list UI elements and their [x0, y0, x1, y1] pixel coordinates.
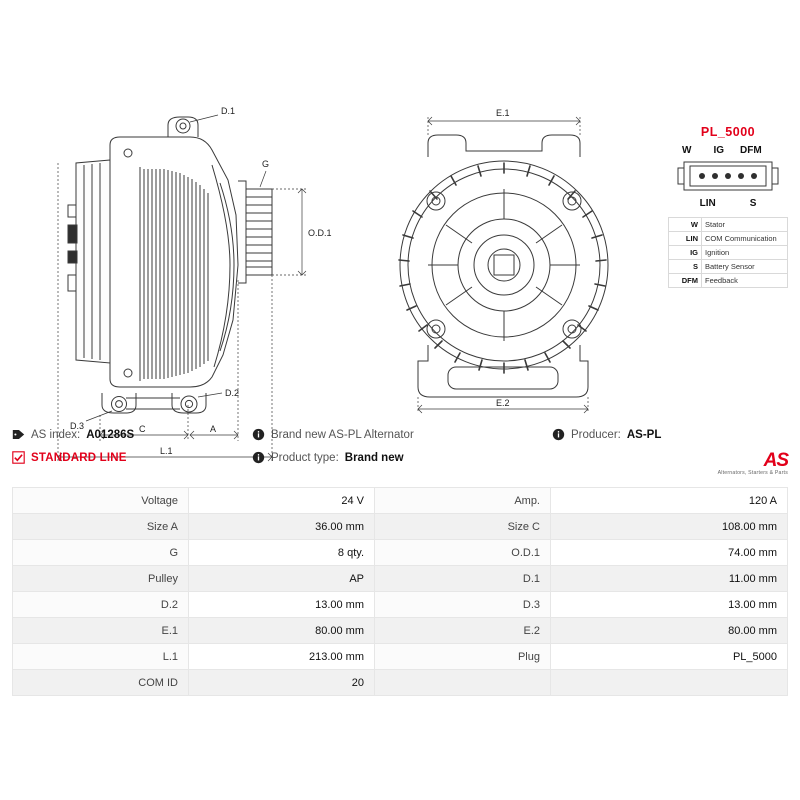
alternator-front-view-drawing [390, 105, 620, 415]
dim-label-g: G [262, 159, 270, 169]
plug-legend-key: W [669, 218, 702, 232]
info-icon [552, 428, 565, 441]
table-row [13, 488, 788, 514]
product-type-label: Product type: [271, 451, 339, 464]
spec-empty-cell [375, 670, 551, 696]
table-row [13, 592, 788, 618]
spec-value: 20 [189, 670, 375, 696]
spec-key: D.2 [13, 592, 189, 618]
spec-key: Size C [375, 514, 551, 540]
plug-pin-label-lin: LIN [699, 198, 716, 209]
plug-legend-row [669, 218, 788, 232]
as-pl-logo-subtext: Alternators, Starters & Parts [717, 470, 788, 476]
spec-key: Size A [13, 514, 189, 540]
product-type-value: Brand new [344, 451, 404, 464]
product-type-group [252, 451, 552, 464]
dim-label-e2: E.2 [496, 398, 510, 408]
spec-value: 13.00 mm [551, 592, 788, 618]
plug-legend-row [669, 246, 788, 260]
dim-label-a: A [210, 424, 217, 434]
spec-key: G [13, 540, 189, 566]
spec-key: O.D.1 [375, 540, 551, 566]
description-group [252, 428, 552, 441]
dim-label-e1: E.1 [496, 108, 510, 118]
dim-label-d3: D.3 [70, 421, 85, 431]
plug-pin-label-dfm: DFM [740, 145, 762, 156]
table-row [13, 514, 788, 540]
spec-key: Pulley [13, 566, 189, 592]
spec-value: 24 V [189, 488, 375, 514]
info-icon [252, 428, 265, 441]
tag-icon [12, 428, 25, 441]
spec-value: 36.00 mm [189, 514, 375, 540]
as-index-group [12, 428, 252, 441]
plug-legend-row [669, 274, 788, 288]
as-pl-logo-text: AS [763, 450, 788, 471]
dim-label-d2: D.2 [225, 388, 240, 398]
spec-key: D.1 [375, 566, 551, 592]
info-icon [252, 451, 265, 464]
spec-empty-cell [551, 670, 788, 696]
plug-legend-desc: Battery Sensor [702, 260, 788, 274]
spec-value: 8 qty. [189, 540, 375, 566]
plug-pin-label-ig: IG [713, 145, 725, 156]
spec-value: 80.00 mm [189, 618, 375, 644]
info-row-1 [12, 428, 788, 441]
plug-top-labels [668, 145, 788, 156]
plug-legend-key: LIN [669, 232, 702, 246]
plug-title: PL_5000 [700, 125, 756, 139]
plug-panel [668, 125, 788, 288]
product-info-block [12, 428, 788, 486]
product-description: Brand new AS-PL Alternator [271, 428, 414, 441]
spec-value: 74.00 mm [551, 540, 788, 566]
table-row [13, 618, 788, 644]
plug-pin-label-s: S [749, 198, 757, 209]
plug-legend-desc: COM Communication [702, 232, 788, 246]
spec-key: Plug [375, 644, 551, 670]
producer-label: Producer: [571, 428, 621, 441]
producer-group [552, 428, 788, 441]
plug-legend-key: IG [669, 246, 702, 260]
info-row-2 [12, 451, 788, 476]
as-index-label: AS index: [31, 428, 81, 441]
plug-legend-desc: Feedback [702, 274, 788, 288]
spec-key: Amp. [375, 488, 551, 514]
spec-value: 120 A [551, 488, 788, 514]
spec-key: Voltage [13, 488, 189, 514]
spec-value: 80.00 mm [551, 618, 788, 644]
spec-value: 108.00 mm [551, 514, 788, 540]
dim-label-od1: O.D.1 [308, 228, 332, 238]
plug-legend-key: S [669, 260, 702, 274]
spec-value: 11.00 mm [551, 566, 788, 592]
plug-connector-image [668, 156, 788, 196]
plug-legend-desc: Ignition [702, 246, 788, 260]
plug-pin-label-w: W [682, 145, 692, 156]
dim-label-c: C [139, 424, 146, 434]
spec-key: L.1 [13, 644, 189, 670]
spec-value: 13.00 mm [189, 592, 375, 618]
spec-key: COM ID [13, 670, 189, 696]
checkbox-icon [12, 451, 25, 464]
dim-label-d1: D.1 [221, 106, 236, 116]
plug-legend-desc: Stator [702, 218, 788, 232]
specification-table [12, 487, 788, 696]
plug-legend-row [669, 232, 788, 246]
table-row [13, 566, 788, 592]
table-row [13, 540, 788, 566]
plug-legend-table [668, 217, 788, 288]
as-pl-logo [552, 451, 788, 476]
as-index-value: A01286S [86, 428, 135, 441]
spec-value: 213.00 mm [189, 644, 375, 670]
spec-value: AP [189, 566, 375, 592]
spec-key: E.2 [375, 618, 551, 644]
standard-line-badge: STANDARD LINE [31, 451, 127, 464]
producer-value: AS-PL [626, 428, 662, 441]
spec-key: E.1 [13, 618, 189, 644]
table-row [13, 670, 788, 696]
spec-value: PL_5000 [551, 644, 788, 670]
dim-label-l1: L.1 [160, 446, 173, 456]
table-row [13, 644, 788, 670]
plug-legend-key: DFM [669, 274, 702, 288]
spec-key: D.3 [375, 592, 551, 618]
plug-legend-row [669, 260, 788, 274]
standard-line-group [12, 451, 252, 464]
plug-bottom-labels [668, 198, 788, 209]
